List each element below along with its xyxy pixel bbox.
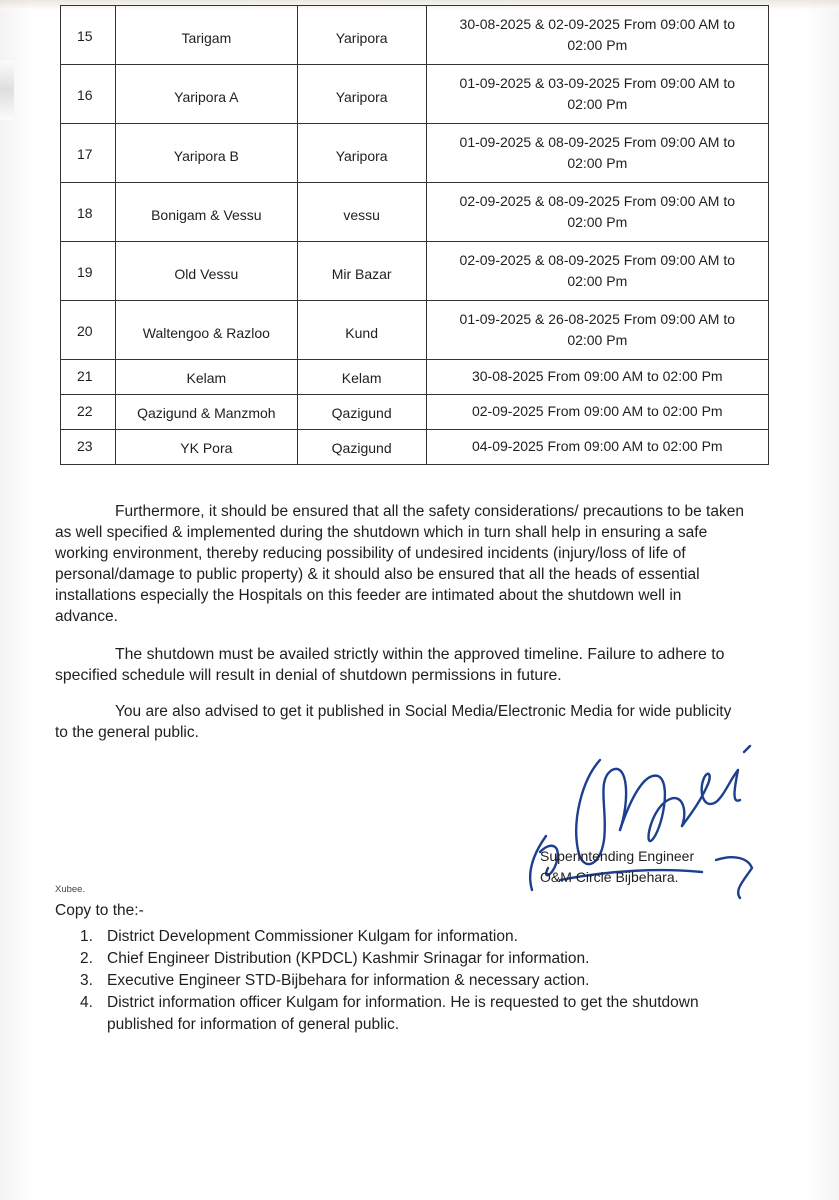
table-row <box>61 430 769 465</box>
serial-number: 18 <box>77 205 93 221</box>
list-item-text: Executive Engineer STD-Bijbehara for information & necessary action. <box>107 972 590 989</box>
list-item-text: District information officer Kulgam for information. He is requested to get the shutdown published for information of general public. <box>107 994 699 1033</box>
signatory-office: O&M Circle Bijbehara. <box>540 869 679 885</box>
list-item <box>55 948 715 970</box>
area-name: YK Pora <box>180 440 233 456</box>
shutdown-time: 02-09-2025 & 08-09-2025 From 09:00 AM to 02:00 Pm <box>459 252 736 289</box>
list-item <box>55 970 715 992</box>
area-name: Yaripora B <box>173 148 239 164</box>
table-row <box>61 6 769 65</box>
feeder-name: vessu <box>343 207 380 223</box>
area-name: Yaripora A <box>174 89 239 105</box>
copy-recipient-list <box>55 926 715 1036</box>
table-row <box>61 242 769 301</box>
shutdown-time: 01-09-2025 & 03-09-2025 From 09:00 AM to 02:00 Pm <box>459 75 736 112</box>
table-row <box>61 395 769 430</box>
feeder-name: Yaripora <box>335 89 388 105</box>
timeline-paragraph: The shutdown must be availed strictly within the approved timeline. Failure to adhere to specified schedule will result in denial of shutdown permissions in future. <box>55 646 725 684</box>
shutdown-time: 01-09-2025 & 08-09-2025 From 09:00 AM to 02:00 Pm <box>459 134 736 171</box>
serial-number: 21 <box>77 368 93 384</box>
list-item-number: 1. <box>80 928 93 945</box>
feeder-name: Qazigund <box>331 440 392 456</box>
copy-to-heading: Copy to the:- <box>55 902 144 919</box>
publicity-paragraph: You are also advised to get it published in Social Media/Electronic Media for wide publicity to the general public. <box>55 703 732 741</box>
table-row <box>61 65 769 124</box>
safety-paragraph: Furthermore, it should be ensured that all the safety considerations/ precautions to be taken as well specified & implemented during the shutdown which in turn shall help in ensuring a safe working environment, thereby reducing possibility of undesired incidents (injury/loss of life of personal/damage to public property) & it should also be ensured that all the heads of essential installations especially the Hospitals on this feeder are intimated about the shutdown well in advance. <box>55 503 744 625</box>
area-name: Old Vessu <box>174 266 239 282</box>
table-row <box>61 124 769 183</box>
shutdown-schedule-table <box>60 5 769 465</box>
feeder-name: Kelam <box>341 370 382 386</box>
serial-number: 19 <box>77 264 93 280</box>
serial-number: 23 <box>77 438 93 454</box>
shutdown-time: 30-08-2025 & 02-09-2025 From 09:00 AM to 02:00 Pm <box>459 16 736 53</box>
list-item-number: 3. <box>80 972 93 989</box>
serial-number: 22 <box>77 403 93 419</box>
serial-number: 17 <box>77 146 93 162</box>
list-item-text: District Development Commissioner Kulgam for information. <box>107 928 518 945</box>
area-name: Waltengoo & Razloo <box>142 325 270 341</box>
serial-number: 15 <box>77 28 93 44</box>
table-row <box>61 301 769 360</box>
shutdown-time: 02-09-2025 & 08-09-2025 From 09:00 AM to 02:00 Pm <box>459 193 736 230</box>
area-name: Bonigam & Vessu <box>151 207 262 223</box>
area-name: Kelam <box>186 370 227 386</box>
feeder-name: Yaripora <box>335 148 388 164</box>
shutdown-time: 02-09-2025 From 09:00 AM to 02:00 Pm <box>471 403 723 419</box>
table-row <box>61 183 769 242</box>
list-item <box>55 926 715 948</box>
list-item-text: Chief Engineer Distribution (KPDCL) Kashmir Srinagar for information. <box>107 950 590 967</box>
feeder-name: Qazigund <box>331 405 392 421</box>
serial-number: 16 <box>77 87 93 103</box>
shutdown-time: 30-08-2025 From 09:00 AM to 02:00 Pm <box>471 368 723 384</box>
list-item-number: 4. <box>80 994 93 1011</box>
signatory-designation: Superintending Engineer <box>540 848 695 864</box>
feeder-name: Kund <box>345 325 378 341</box>
feeder-name: Mir Bazar <box>331 266 392 282</box>
shutdown-time: 01-09-2025 & 26-08-2025 From 09:00 AM to 02:00 Pm <box>459 311 736 348</box>
list-item <box>55 992 715 1036</box>
list-item-number: 2. <box>80 950 93 967</box>
page-edge-mark <box>0 60 14 120</box>
table-row <box>61 360 769 395</box>
feeder-name: Yaripora <box>335 30 388 46</box>
serial-number: 20 <box>77 323 93 339</box>
typist-initials: Xubee. <box>55 884 86 895</box>
area-name: Qazigund & Manzmoh <box>137 405 276 421</box>
shutdown-time: 04-09-2025 From 09:00 AM to 02:00 Pm <box>471 438 723 454</box>
area-name: Tarigam <box>181 30 232 46</box>
